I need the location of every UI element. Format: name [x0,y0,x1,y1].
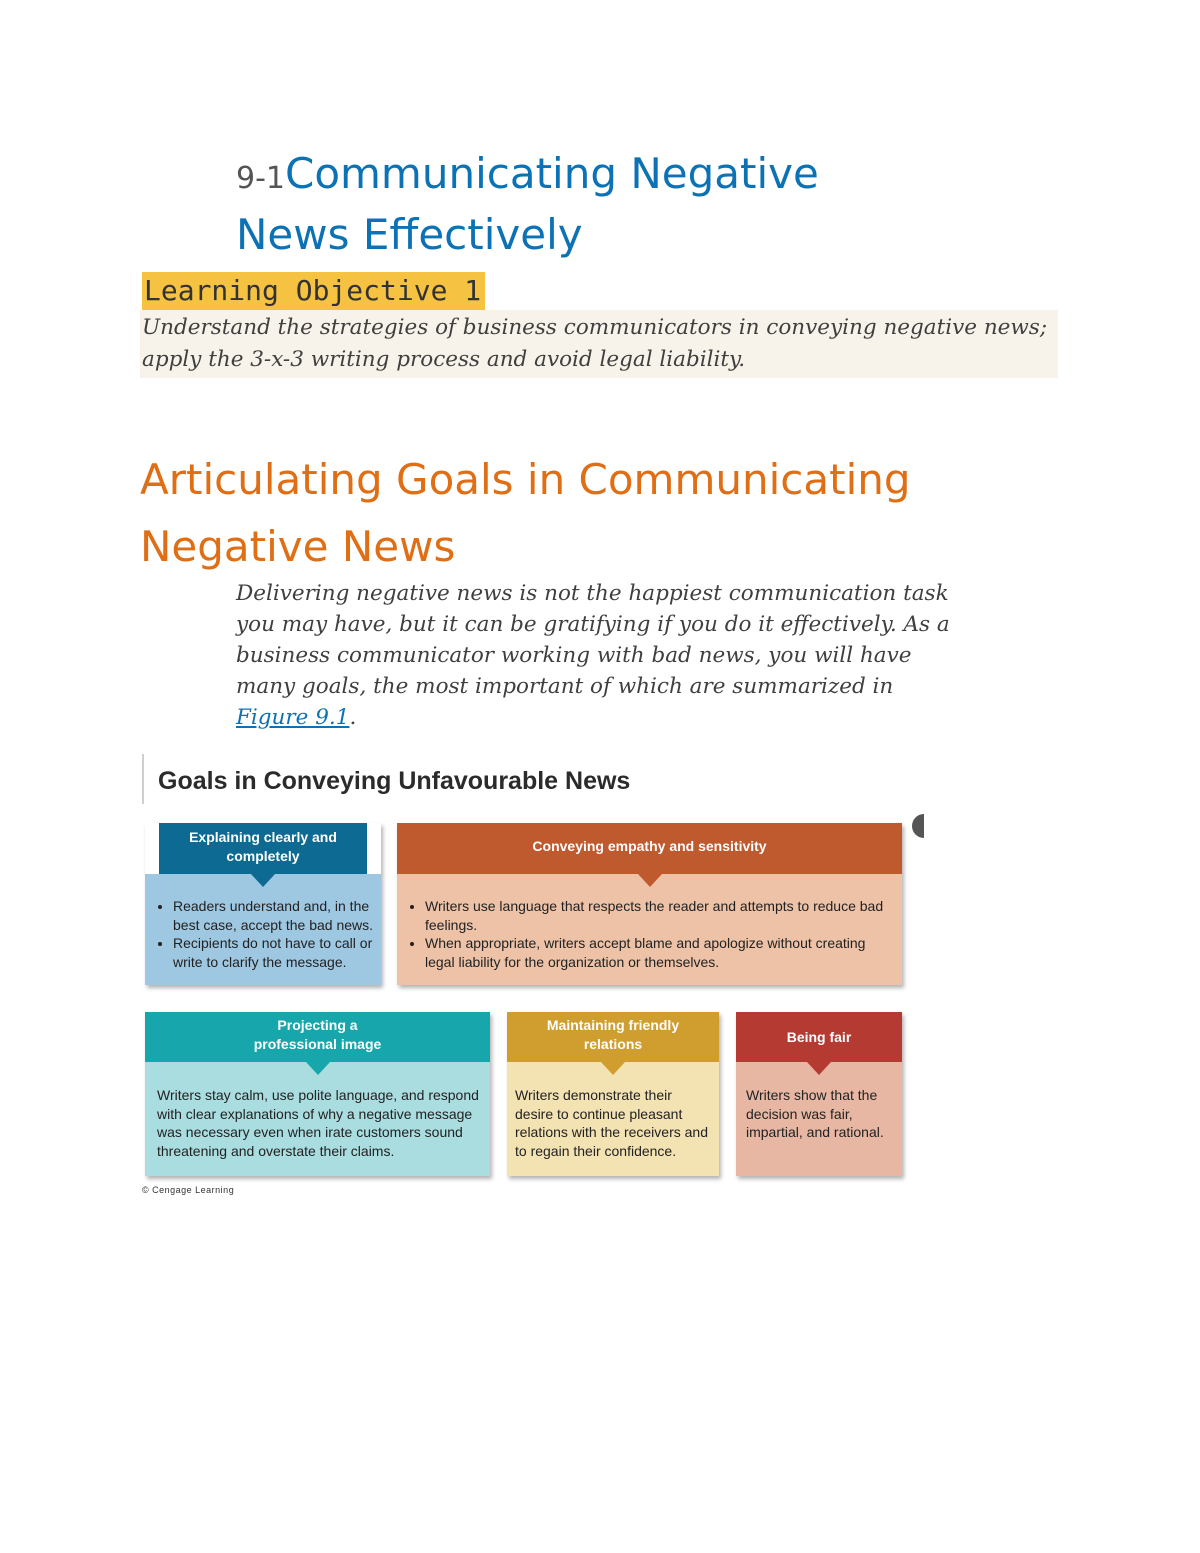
heading-articulating-goals: Articulating Goals in Communicating Negative News [140,455,911,571]
bullet-list [397,897,892,971]
figure-link[interactable]: Figure 9.1 [236,705,350,730]
goal-box-body: Writers demonstrate their desire to continue pleasant relations with the receivers and to regain their confidence. [507,1062,719,1176]
learning-objective-text: Understand the strategies of business communicators in conveying negative news; apply the 3-x-3 writing process and avoid legal liability. [140,310,1058,378]
intro-text: Delivering negative news is not the happiest communication task you may have, but it can be gratifying if you do it effectively. As a business communicator working with bad news, you will have many goals, the most important of which are summarized in [236,581,950,699]
bullet-item: • Writers use language that respects the reader and attempts to reduce bad feelings. [425,897,892,934]
bullet-item: • Recipients do not have to call or write to clarify the message. [173,934,381,971]
section-number: 9-1 [236,161,285,196]
learning-objective-label: Learning Objective 1 [142,272,485,310]
section-title [236,146,936,263]
intro-paragraph [236,578,966,733]
figure-credit: © Cengage Learning [142,1185,235,1195]
intro-text-end: . [349,705,357,730]
goal-box-empathy [397,823,902,985]
goal-box-heading: Projecting a professional image [145,1012,490,1062]
bullet-item: • When appropriate, writers accept blame and apologize without creating legal liability for the organization or themselves. [425,934,892,971]
goal-box-heading: Being fair [736,1012,902,1062]
goal-box-heading: Maintaining friendly relations [507,1012,719,1062]
goal-box-heading: Conveying empathy and sensitivity [397,823,902,874]
goal-box-being-fair [736,1012,902,1176]
goal-box-friendly-relations [507,1012,719,1176]
goal-box-body [145,874,381,985]
section-title-text: Communicating Negative News Effectively [236,149,819,259]
panel-edge-icon [912,814,924,838]
bullet-item: • Readers understand and, in the best case, accept the bad news. [173,897,381,934]
goal-box-professional-image [145,1012,490,1176]
goal-box-body [397,874,902,985]
figure-title: Goals in Conveying Unfavourable News [142,754,630,804]
bullet-list [145,897,381,971]
goal-box-body: Writers stay calm, use polite language, and respond with clear explanations of why a negative message was necessary even when irate customers sound threatening and overstate their claims. [145,1062,490,1176]
goal-box-body: Writers show that the decision was fair, impartial, and rational. [736,1062,902,1176]
goal-box-heading: Explaining clearly and completely [159,823,367,874]
goal-box-explaining [145,823,381,985]
